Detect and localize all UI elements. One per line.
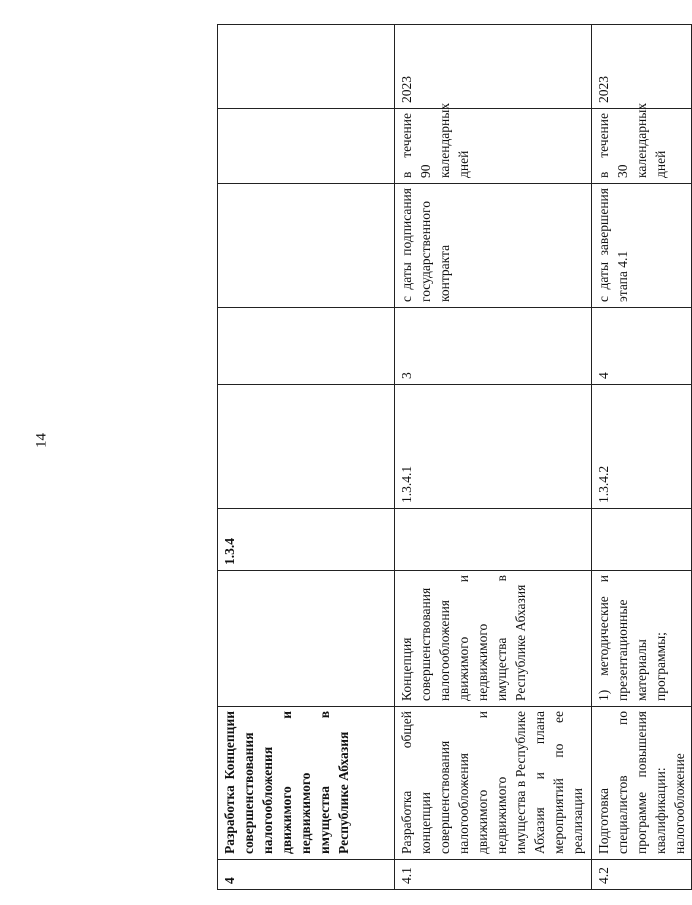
stage-name: Разработка общей концепции совершенствования налогообложения движимого и недвижимого имущества в Республике Абхазия и плана мероприятий по ее реализации — [395, 707, 592, 860]
row-number: 4 — [218, 860, 395, 890]
start-condition: с даты завершения этапа 4.1 — [592, 184, 692, 308]
code-level2: 1.3.4.1 — [395, 385, 592, 509]
stage-result: 1) методические и презентационные материалы программы; — [592, 571, 692, 707]
plan-table — [217, 24, 692, 890]
start-condition — [218, 184, 395, 308]
start-condition: с даты подписания государственного контракта — [395, 184, 592, 308]
duration — [218, 109, 395, 184]
stage-name: Разработка Концепции совершенствования налогообложения движимого и недвижимого имущества в Республике Абхазия — [218, 707, 395, 860]
year — [218, 25, 395, 109]
stage-result — [218, 571, 395, 707]
table-row — [592, 25, 692, 890]
row-number: 4.2 — [592, 860, 692, 890]
row-number: 4.1 — [395, 860, 592, 890]
page-number: 14 — [33, 433, 50, 448]
plan-table-frame — [217, 25, 687, 890]
code-level1 — [395, 509, 592, 571]
duration: в течение 30 календарных дней — [592, 109, 692, 184]
stage-name: Подготовка специалистов по программе повышения квалификации: налогообложение — [592, 707, 692, 860]
table-row — [218, 25, 395, 890]
duration: в течение 90 календарных дней — [395, 109, 592, 184]
table-row — [395, 25, 592, 890]
stage-index: 3 — [395, 308, 592, 385]
code-level2 — [218, 385, 395, 509]
stage-index — [218, 308, 395, 385]
code-level1 — [592, 509, 692, 571]
code-level1: 1.3.4 — [218, 509, 395, 571]
year: 2023 — [592, 25, 692, 109]
year: 2023 — [395, 25, 592, 109]
stage-index: 4 — [592, 308, 692, 385]
code-level2: 1.3.4.2 — [592, 385, 692, 509]
stage-result: Концепция совершенствования налогообложения движимого и недвижимого имущества в Республике Абхазия — [395, 571, 592, 707]
